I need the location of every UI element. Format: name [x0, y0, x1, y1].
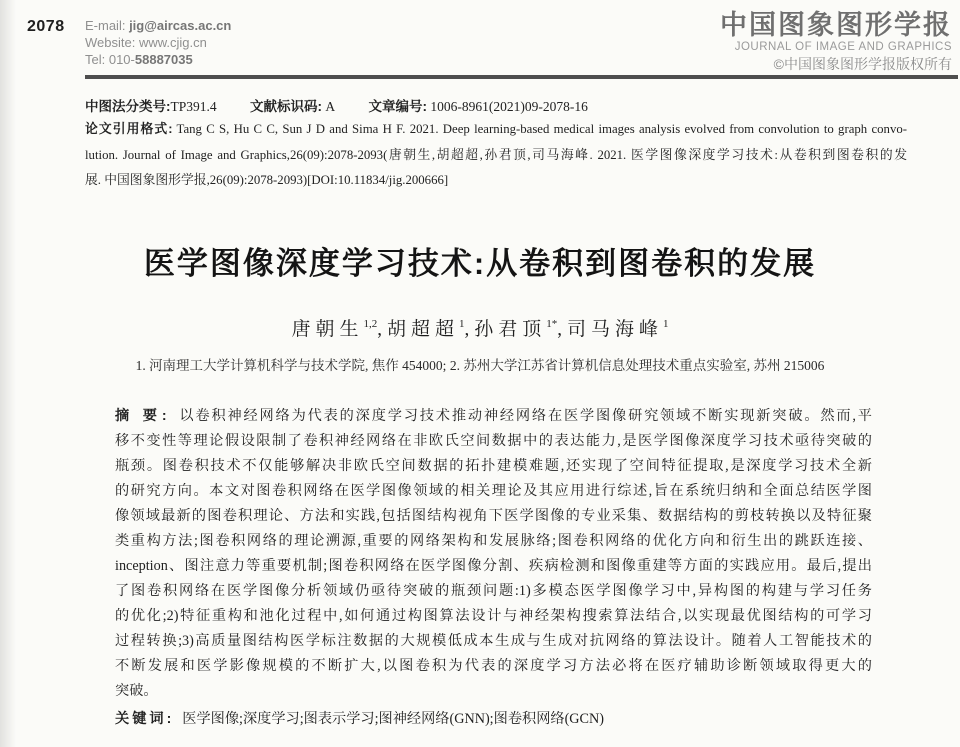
website-value: www.cjig.cn — [138, 35, 207, 50]
tel-value: 58887035 — [134, 52, 193, 67]
website-label: Website: — [85, 35, 139, 50]
abstract-line: 移不变性等理论假设限制了卷积神经网络在非欧氏空间数据中的表达能力,是医学图像深度学习技术亟待突破的 — [115, 433, 872, 449]
citation-line: lution. Journal of Image and Graphics,26(09):2078-2093(唐朝生,胡超超,孙君顶,司马海峰. 2021. 医学图像深度学习技术:从卷积到图卷积的发 — [85, 147, 907, 162]
citation-block — [85, 116, 907, 194]
keywords-label: 关键词: — [115, 711, 175, 727]
header-rule — [85, 75, 958, 79]
paper-title: 医学图像深度学习技术:从卷积到图卷积的发展 — [143, 246, 817, 281]
author-name: ,胡超超 — [377, 319, 459, 340]
tel-label: Tel: 010- — [85, 52, 135, 67]
author-name: ,司马海峰 — [557, 319, 664, 340]
doc-code-group — [250, 99, 335, 114]
abstract-line: inception、图注意力等重要机制;图卷积网络在医学图像分割、疾病检测和图像重建等方面的实践应用。最后,提出 — [115, 558, 872, 574]
citation-line: 展. 中国图象图形学报,26(09):2078-2093)[DOI:10.11834/jig.200666] — [85, 173, 449, 188]
email-label: E-mail: — [85, 18, 130, 33]
abstract-line: 突破。 — [115, 683, 158, 699]
article-id-label: 文章编号: — [368, 99, 428, 114]
abstract-line: 过程转换;3)高质量图结构医学标注数据的大规模低成本生成与生成对抗网络的算法设计。随着人工智能技术的 — [115, 633, 872, 649]
contact-website — [85, 34, 231, 51]
journal-masthead — [720, 10, 952, 73]
journal-copyright: ©中国图象图形学报版权所有 — [773, 56, 952, 72]
clc-label: 中图法分类号: — [85, 99, 171, 114]
abstract-label: 摘 要: — [115, 408, 170, 424]
clc-group — [85, 99, 217, 114]
citation-text: Tang C S, Hu C C, Sun J D and Sima H F. 2021. Deep learning-based medical images analysis evolved from convolution to graph convo- — [176, 122, 907, 136]
clc-value: TP391.4 — [170, 99, 217, 114]
contact-email — [85, 17, 231, 34]
abstract-block — [115, 404, 872, 732]
abstract-text: 以卷积神经网络为代表的深度学习技术推动神经网络在医学图像研究领域不断实现新突破。然而,平 — [177, 408, 872, 424]
journal-name-en: JOURNAL OF IMAGE AND GRAPHICS — [734, 41, 952, 53]
author — [557, 319, 668, 340]
author-superscript: 1 — [663, 318, 669, 330]
author-superscript: 1 — [459, 318, 465, 330]
journal-name-cn: 中国图象图形学报 — [720, 10, 952, 40]
abstract-line: 瓶颈。图卷积技术不仅能够解决非欧氏空间数据的拓扑建模难题,还实现了空间特征提取,是深度学习技术全新 — [115, 458, 872, 474]
email-value: jig@aircas.ac.cn — [129, 18, 232, 33]
doc-code-label: 文献标识码: — [250, 99, 323, 114]
article-id-value: 1006-8961(2021)09-2078-16 — [430, 99, 588, 114]
keywords-text: 医学图像;深度学习;图表示学习;图神经网络(GNN);图卷积网络(GCN) — [182, 711, 604, 727]
keywords-line — [115, 707, 872, 732]
article-meta-line — [85, 95, 618, 115]
article-id-group — [369, 99, 588, 114]
affiliations: 1. 河南理工大学计算机科学与技术学院, 焦作 454000; 2. 苏州大学江苏省计算机信息处理技术重点实验室, 苏州 215006 — [135, 358, 825, 373]
abstract-line: 了图卷积网络在医学图像分析领域仍亟待突破的瓶颈问题:1)多模态医学图像学习中,异构图的构建与学习任务 — [115, 583, 872, 599]
abstract-line — [115, 404, 872, 429]
author-list — [0, 314, 960, 341]
doc-code-value: A — [325, 99, 336, 114]
abstract-line: 不断发展和医学影像规模的不断扩大,以图卷积为代表的深度学习方法必将在医疗辅助诊断领域取得更大的 — [115, 658, 872, 674]
author-name: 唐朝生 — [291, 319, 364, 340]
author — [465, 319, 558, 340]
author — [377, 319, 464, 340]
abstract-line: 的研究方向。本文对图卷积网络在医学图像领域的相关理论及其应用进行综述,旨在系统归纳和全面总结医学图 — [115, 483, 872, 499]
abstract-line: 像领域最新的图卷积理论、方法和实践,包括图结构视角下医学图像的专业采集、数据结构的剪枝转换以及特征聚 — [115, 508, 872, 524]
abstract-line: 类重构方法;图卷积网络的理论溯源,重要的网络架构和发展脉络;图卷积网络的优化方向和衍生出的跳跃连接、 — [115, 533, 872, 549]
author-superscript: 1* — [546, 318, 558, 330]
citation-line — [85, 116, 907, 143]
abstract-line: 的优化;2)特征重构和池化过程中,如何通过构图算法设计与神经架构搜索算法结合,以实现最优图结构的可学习 — [115, 608, 872, 624]
author — [291, 319, 377, 340]
page-number: 2078 — [27, 18, 65, 35]
contact-tel — [85, 51, 231, 68]
citation-label: 论文引用格式: — [85, 121, 173, 136]
author-name: ,孙君顶 — [464, 319, 547, 340]
author-superscript: 1,2 — [363, 318, 378, 330]
journal-contact-block — [85, 17, 231, 68]
